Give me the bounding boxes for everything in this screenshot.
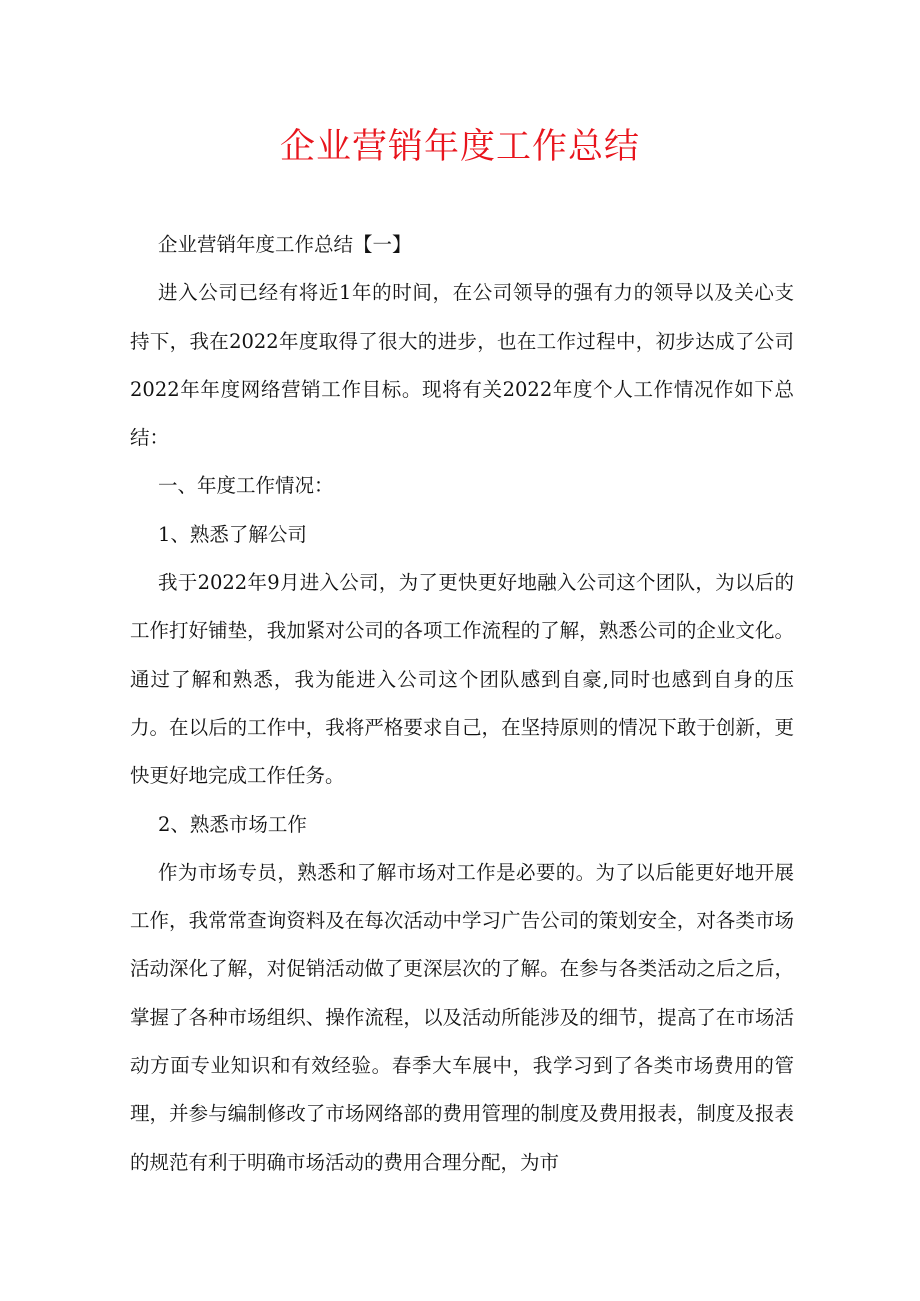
section-heading: 一、年度工作情况： xyxy=(158,474,334,498)
body-paragraph: 我于2022年9月进入公司，为了更快更好地融入公司这个团队，为以后的工作打好铺垫，我加紧对公司的各项工作流程的了解，熟悉公司的企业文化。通过了解和熟悉，我为能进入公司这个团队感到自豪,同时也感到自身的压力。在以后的工作中，我将严格要求自己，在坚持原则的情况下敢于创新，更快更好地完成工作任务。 xyxy=(130,571,794,788)
document-body xyxy=(130,221,794,1187)
subsection-heading: 1、熟悉了解公司 xyxy=(158,522,307,546)
subsection-heading: 2、熟悉市场工作 xyxy=(158,812,307,836)
intro-paragraph: 进入公司已经有将近1年的时间，在公司领导的强有力的领导以及关心支持下，我在2022年度取得了很大的进步，也在工作过程中，初步达成了公司2022年年度网络营销工作目标。现将有关2022年度个人工作情况作如下总结： xyxy=(130,281,794,450)
body-paragraph: 作为市场专员，熟悉和了解市场对工作是必要的。为了以后能更好地开展工作，我常常查询资料及在每次活动中学习广告公司的策划安全，对各类市场活动深化了解，对促销活动做了更深层次的了解。在参与各类活动之后之后，掌握了各种市场组织、操作流程，以及活动所能涉及的细节，提高了在市场活动方面专业知识和有效经验。春季大车展中，我学习到了各类市场费用的管理，并参与编制修改了市场网络部的费用管理的制度及费用报表，制度及报表的规范有利于明确市场活动的费用合理分配，为市 xyxy=(130,860,794,1174)
document-title: 企业营销年度工作总结 xyxy=(279,127,640,167)
section-heading: 企业营销年度工作总结【一】 xyxy=(158,233,412,256)
